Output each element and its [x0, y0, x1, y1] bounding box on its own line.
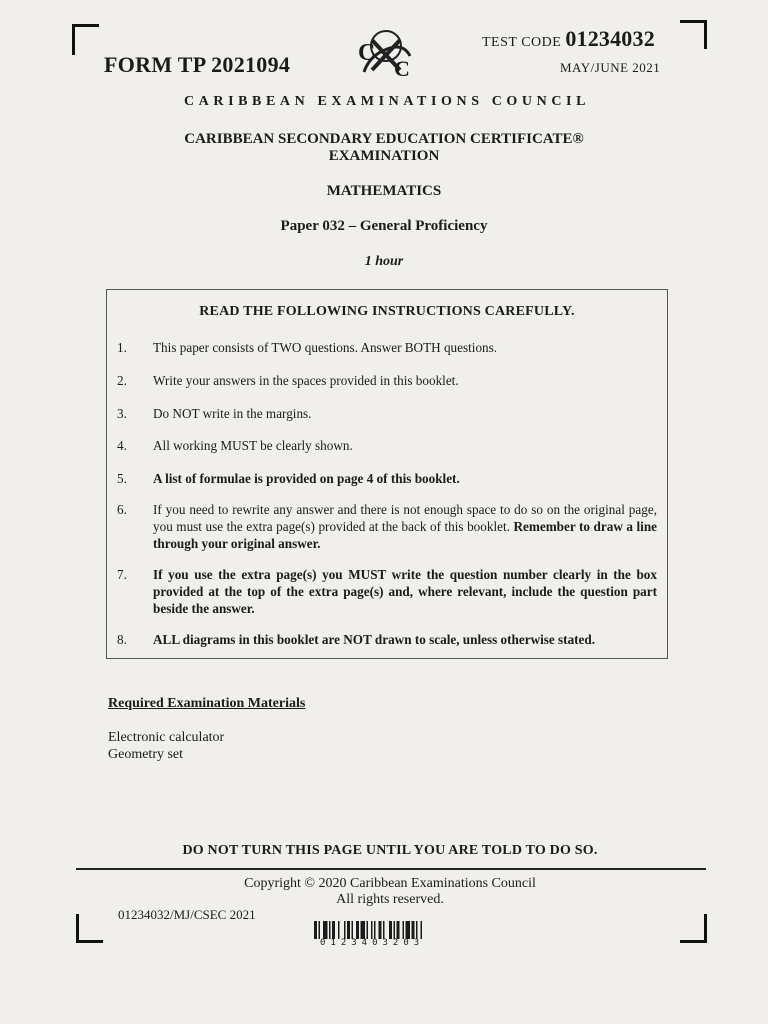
instruction-number: 8. [117, 632, 127, 647]
test-code-label: TEST CODE [482, 35, 562, 50]
instruction-number: 6. [117, 502, 127, 517]
certificate-line-1: CARIBBEAN SECONDARY EDUCATION CERTIFICATE® [184, 131, 584, 147]
instruction-number: 7. [117, 567, 127, 582]
certificate-title [0, 131, 768, 165]
instruction-text: All working MUST be clearly shown. [153, 438, 353, 453]
do-not-turn-warning: DO NOT TURN THIS PAGE UNTIL YOU ARE TOLD TO DO SO. [182, 843, 598, 858]
copyright-notice [0, 876, 768, 908]
footer-divider [76, 868, 706, 870]
instruction-number: 5. [117, 471, 127, 486]
instructions-box [106, 289, 668, 659]
svg-text:C: C [394, 56, 410, 80]
crop-mark-bottom-right [680, 914, 707, 943]
cxc-logo-icon [350, 26, 422, 80]
instruction-text: If you need to rewrite any answer and there is not enough space to do so on the original page, you must use the extra page(s) provided at the back of this booklet. [153, 502, 657, 534]
instruction-number: 4. [117, 438, 127, 453]
instruction-text: ALL diagrams in this booklet are NOT drawn to scale, unless otherwise stated. [153, 632, 596, 647]
exam-duration: 1 hour [364, 254, 404, 269]
rights-line: All rights reserved. [336, 892, 444, 907]
materials-heading: Required Examination Materials [108, 696, 306, 711]
svg-text:C: C [358, 40, 376, 66]
test-code [482, 26, 655, 52]
instruction-text: A list of formulae is provided on page 4 of this booklet. [153, 471, 460, 486]
materials-item: Electronic calculator [108, 730, 225, 745]
materials-list [108, 729, 224, 763]
subject-title: MATHEMATICS [326, 183, 442, 199]
instruction-text: This paper consists of TWO questions. Answer BOTH questions. [153, 340, 498, 355]
crop-mark-top-left [72, 24, 99, 55]
crop-mark-bottom-left [76, 914, 103, 943]
instruction-number: 2. [117, 373, 127, 388]
council-name: CARIBBEAN EXAMINATIONS COUNCIL [183, 94, 591, 109]
materials-item: Geometry set [108, 747, 184, 762]
form-number: FORM TP 2021094 [104, 52, 291, 77]
instruction-number: 3. [117, 406, 127, 421]
exam-session: MAY/JUNE 2021 [560, 60, 661, 75]
instruction-text: Do NOT write in the margins. [153, 406, 312, 421]
paper-code: 01234032/MJ/CSEC 2021 [118, 907, 256, 922]
instruction-number: 1. [117, 340, 127, 355]
instruction-text: If you use the extra page(s) you MUST write the question number clearly in the box provided at the top of the extra page(s) and, where relevant, include the question part beside the answer. [153, 567, 657, 616]
barcode-digits: 0123403203 [320, 938, 425, 948]
crop-mark-top-right [680, 20, 707, 49]
instruction-text-6 [153, 501, 657, 552]
instructions-heading: READ THE FOLLOWING INSTRUCTIONS CAREFULLY. [199, 304, 575, 319]
barcode-icon [314, 921, 468, 939]
certificate-line-2: EXAMINATION [328, 148, 440, 164]
test-code-number: 01234032 [565, 26, 655, 51]
instruction-emphasis: Remember to draw a line through your original answer. [153, 519, 658, 551]
copyright-line: Copyright © 2020 Caribbean Examinations Council [244, 876, 536, 891]
paper-title: Paper 032 – General Proficiency [280, 218, 488, 234]
instruction-text: Write your answers in the spaces provided in this booklet. [153, 373, 459, 388]
